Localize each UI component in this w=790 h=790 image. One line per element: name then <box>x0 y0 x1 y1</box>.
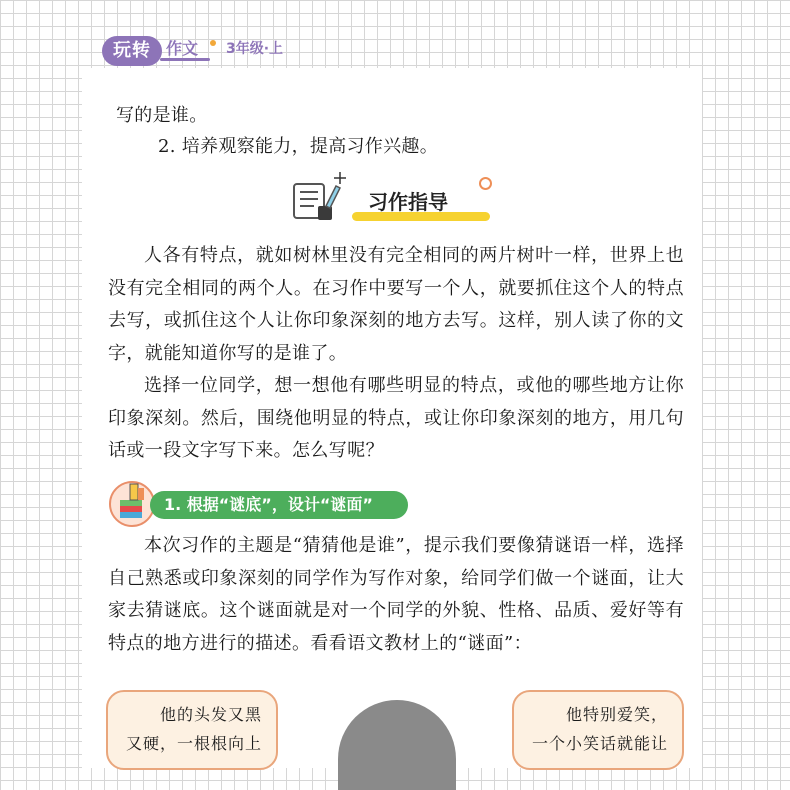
scroll-pen-icon <box>290 170 356 226</box>
section-title: 习作指导 <box>368 190 448 214</box>
intro-line-1: 写的是谁。 <box>116 105 208 126</box>
decor-dot-icon <box>479 177 492 190</box>
intro-line-2: 2. 培养观察能力，提高习作兴趣。 <box>158 136 438 157</box>
bubble-left-line-2: 又硬，一根根向上 <box>125 734 262 753</box>
bubble-left-line-1: 他的头发又黑 <box>159 705 262 724</box>
bubble-right-line-1: 他特别爱笑， <box>565 705 668 724</box>
bubble-right-line-2: 一个小笑话就能让 <box>531 734 668 753</box>
header-subtitle: 作文 <box>166 39 199 58</box>
section-paragraph-1: 人各有特点，就如树林里没有完全相同的两片树叶一样，世界上也没有完全相同的两个人。在习作中要写一个人，就要抓住这个人的特点去写，或抓住这个人让你印象深刻的地方去写。这样，别人读了你的文字，就能知道你写的是谁了。 <box>108 245 684 364</box>
subsection-paragraph: 本次习作的主题是“猜猜他是谁”，提示我们要像猜谜语一样，选择自己熟悉或印象深刻的同学作为写作对象，给同学们做一个谜面，让大家去猜谜底。这个谜面就是对一个同学的外貌、性格、品质、爱好等有特点的地方进行的描述。看看语文教材上的“谜面”： <box>108 535 684 654</box>
section-paragraph-2: 选择一位同学，想一想他有哪些明显的特点，或他的哪些地方让你印象深刻。然后，围绕他明显的特点，或让你印象深刻的地方，用几句话或一段文字写下来。怎么写呢？ <box>108 375 684 461</box>
header-grade: 3年级·上 <box>226 41 284 57</box>
speech-bubble-left <box>106 690 278 770</box>
header-underline <box>160 58 210 61</box>
speech-bubble-right <box>512 690 684 770</box>
subsection-title: 1. 根据“谜底”，设计“谜面” <box>150 491 408 519</box>
spark-icon <box>210 40 216 46</box>
header-badge: 玩转 <box>102 36 162 66</box>
